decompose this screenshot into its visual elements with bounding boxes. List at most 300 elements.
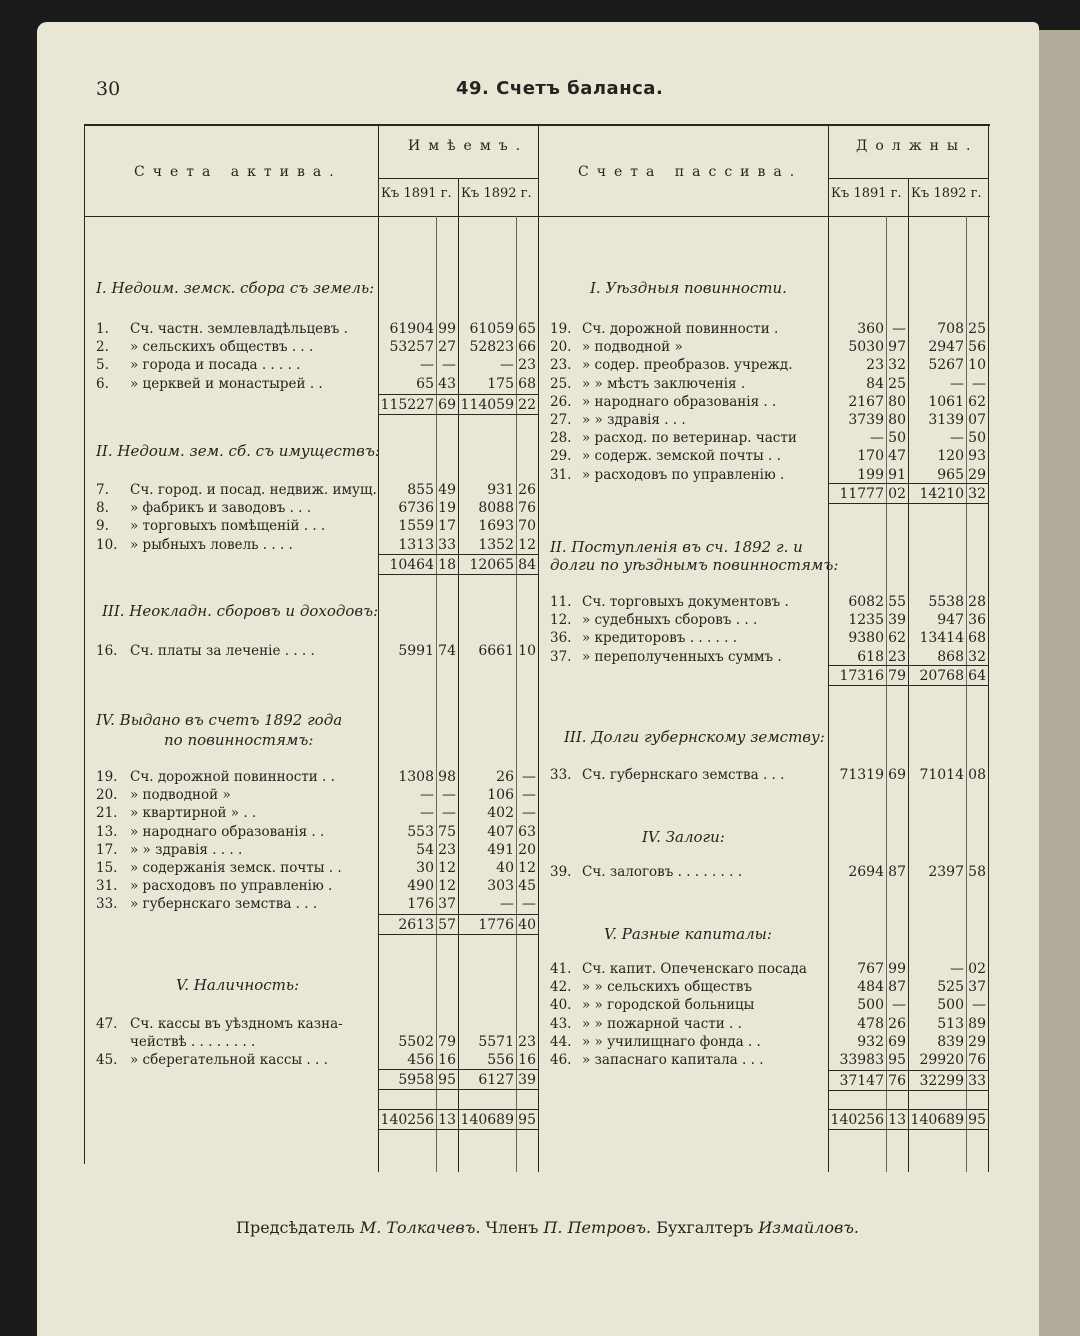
amount-rubles-1891: 9380 xyxy=(848,630,884,647)
subtotal-rule xyxy=(828,1109,988,1110)
row-number: 46. xyxy=(550,1052,572,1068)
row-number: 17. xyxy=(96,841,118,858)
amount-kopeks-1892: 93 xyxy=(968,448,986,465)
amount-kopeks-1892: 37 xyxy=(968,979,986,996)
amount-kopeks-1891: 99 xyxy=(438,321,456,337)
section-title: IV. Выдано въ счетъ 1892 года xyxy=(96,711,343,729)
account-name: » содерж. земской почты . . xyxy=(582,448,781,465)
amount-rubles-1892: 2397 xyxy=(928,864,964,880)
section-title: I. Уѣздныя повинности. xyxy=(590,279,787,297)
amount-rubles-1892: 500 xyxy=(937,997,964,1014)
amount-kopeks-1892: — xyxy=(972,997,986,1014)
amount-rubles-1892: 303 xyxy=(487,878,514,895)
grand-total-rubles-1892: 140689 xyxy=(460,1112,514,1128)
amount-kopeks-1891: 49 xyxy=(438,482,456,498)
year-1891-header: Къ 1891 г. xyxy=(381,186,452,201)
amount-rubles-1892: 1352 xyxy=(478,536,514,553)
row-number: 11. xyxy=(550,594,572,610)
amount-kopeks-1892: 02 xyxy=(968,961,986,977)
page-number: 30 xyxy=(96,78,121,100)
chair-name: М. Толкачевъ. xyxy=(359,1218,481,1237)
row-number: 21. xyxy=(96,805,118,822)
row-number: 45. xyxy=(96,1052,118,1069)
grand-total-rubles-1891: 140256 xyxy=(380,1112,434,1128)
row-number: 9. xyxy=(96,518,109,535)
amount-kopeks-1891: 33 xyxy=(438,536,456,553)
account-name: » расход. по ветеринар. части xyxy=(582,430,797,447)
account-name: » расходовъ по управленію . xyxy=(130,878,333,895)
amount-rubles-1892: 1061 xyxy=(928,393,964,410)
amount-kopeks-1892: 76 xyxy=(968,1052,986,1068)
amount-rubles-1891: 54 xyxy=(416,841,434,858)
amount-kopeks-1891: 62 xyxy=(888,630,906,647)
account-name: » города и посада . . . . . xyxy=(130,357,301,374)
amount-kopeks-1891: 87 xyxy=(888,979,906,996)
amount-rubles-1892: 708 xyxy=(937,321,964,337)
col-divider xyxy=(908,178,909,1172)
account-name: » расходовъ по управленію . xyxy=(582,466,785,483)
row-number: 26. xyxy=(550,393,572,410)
amount-kopeks-1892: 08 xyxy=(968,767,986,783)
row-number: 27. xyxy=(550,412,572,428)
amount-kopeks-1891: 23 xyxy=(438,841,456,858)
amount-kopeks-1892: 23 xyxy=(518,357,536,374)
amount-kopeks-1892: 66 xyxy=(518,339,536,356)
amount-rubles-1892: 52823 xyxy=(469,339,514,356)
row-number: 8. xyxy=(96,500,109,517)
account-name: » сберегательной кассы . . . xyxy=(130,1052,328,1069)
subtotal-kopeks-1891: 69 xyxy=(438,397,456,413)
account-name: Сч. город. и посад. недвиж. имущ. xyxy=(130,482,377,498)
account-name: чействѣ . . . . . . . . xyxy=(130,1034,256,1051)
subtotal-rubles-1891: 2613 xyxy=(398,917,434,933)
amount-rubles-1892: 5267 xyxy=(928,357,964,374)
section-title: III. Долги губернскому земству: xyxy=(564,728,825,746)
amount-rubles-1892: — xyxy=(950,430,964,447)
amount-rubles-1891: 176 xyxy=(407,896,434,913)
amount-kopeks-1892: — xyxy=(522,805,536,822)
member-label: Членъ xyxy=(485,1218,539,1237)
row-number: 31. xyxy=(96,878,118,895)
subtotal-rubles-1892: 6127 xyxy=(478,1072,514,1088)
row-number: 5. xyxy=(96,357,109,374)
amount-rubles-1892: 8088 xyxy=(478,500,514,517)
row-number: 40. xyxy=(550,997,572,1014)
subtotal-rule xyxy=(828,665,988,666)
amount-rubles-1891: 553 xyxy=(407,823,434,840)
amount-kopeks-1891: 91 xyxy=(888,466,906,483)
subtotal-underline xyxy=(828,1129,988,1130)
subtotal-kopeks-1892: 39 xyxy=(518,1072,536,1088)
amount-rubles-1891: 767 xyxy=(857,961,884,977)
amount-kopeks-1892: 20 xyxy=(518,841,536,858)
amount-rubles-1892: 965 xyxy=(937,466,964,483)
amount-kopeks-1891: — xyxy=(442,357,456,374)
amount-rubles-1892: 525 xyxy=(937,979,964,996)
amount-kopeks-1891: — xyxy=(892,321,906,337)
account-name: Сч. дорожной повинности . . xyxy=(130,769,335,785)
subtotal-rule xyxy=(828,483,988,484)
amount-rubles-1891: 5502 xyxy=(398,1034,434,1051)
amount-kopeks-1892: 70 xyxy=(518,518,536,535)
row-number: 43. xyxy=(550,1015,572,1032)
subtotal-kopeks-1892: 64 xyxy=(968,668,986,684)
member-name: П. Петровъ. xyxy=(543,1218,652,1237)
account-name: Сч. торговыхъ документовъ . xyxy=(582,594,789,610)
account-name: » торговыхъ помѣщеній . . . xyxy=(130,518,326,535)
amount-rubles-1892: — xyxy=(500,896,514,913)
amount-kopeks-1892: 25 xyxy=(968,321,986,337)
amount-rubles-1892: 120 xyxy=(937,448,964,465)
subtotal-kopeks-1891: 18 xyxy=(438,557,456,573)
amount-rubles-1892: — xyxy=(500,357,514,374)
subtotal-underline xyxy=(828,685,988,686)
amount-rubles-1891: 618 xyxy=(857,648,884,665)
subtotal-rubles-1891: 115227 xyxy=(380,397,434,413)
amount-rubles-1891: — xyxy=(420,357,434,374)
amount-kopeks-1892: — xyxy=(972,375,986,392)
subtotal-rubles-1892: 14210 xyxy=(919,486,964,502)
section-title-line2: долги по уѣзднымъ повинностямъ: xyxy=(550,556,839,574)
subtotal-rule xyxy=(828,1070,988,1071)
amount-rubles-1892: 106 xyxy=(487,787,514,804)
amount-kopeks-1892: 07 xyxy=(968,412,986,428)
amount-rubles-1891: 199 xyxy=(857,466,884,483)
amount-rubles-1892: 175 xyxy=(487,375,514,392)
amount-rubles-1892: — xyxy=(950,375,964,392)
account-name: » запаснаго капитала . . . xyxy=(582,1052,764,1068)
amount-kopeks-1891: 80 xyxy=(888,393,906,410)
subtotal-rubles-1891: 11777 xyxy=(839,486,884,502)
row-number: 47. xyxy=(96,1016,118,1032)
amount-rubles-1891: 23 xyxy=(866,357,884,374)
amount-kopeks-1892: 10 xyxy=(968,357,986,374)
amount-rubles-1891: 855 xyxy=(407,482,434,498)
amount-rubles-1892: 26 xyxy=(496,769,514,785)
amount-rubles-1892: 931 xyxy=(487,482,514,498)
col-divider xyxy=(458,178,459,1172)
account-name: Сч. кассы въ уѣздномъ казна- xyxy=(130,1016,343,1032)
row-number: 15. xyxy=(96,860,118,876)
subtotal-rule xyxy=(378,1109,538,1110)
amount-kopeks-1891: 23 xyxy=(888,648,906,665)
amount-rubles-1892: — xyxy=(950,961,964,977)
amount-kopeks-1891: 95 xyxy=(888,1052,906,1068)
amount-kopeks-1891: — xyxy=(892,997,906,1014)
amount-kopeks-1892: 10 xyxy=(518,643,536,659)
row-number: 12. xyxy=(550,612,572,629)
amount-kopeks-1891: — xyxy=(442,787,456,804)
signatures xyxy=(236,1218,859,1237)
amount-rubles-1891: 6082 xyxy=(848,594,884,610)
amount-kopeks-1892: 58 xyxy=(968,864,986,880)
amount-kopeks-1891: 39 xyxy=(888,612,906,629)
table-left-border xyxy=(84,124,85,1164)
amount-rubles-1892: 402 xyxy=(487,805,514,822)
account-name: » квартирной » . . xyxy=(130,805,257,822)
amount-kopeks-1892: 32 xyxy=(968,648,986,665)
amount-kopeks-1891: 32 xyxy=(888,357,906,374)
amount-rubles-1891: 170 xyxy=(857,448,884,465)
subtotal-kopeks-1891: 02 xyxy=(888,486,906,502)
amount-kopeks-1892: 28 xyxy=(968,594,986,610)
account-name: » » мѣстъ заключенія . xyxy=(582,375,746,392)
row-number: 42. xyxy=(550,979,572,996)
amount-rubles-1892: 40 xyxy=(496,860,514,876)
amount-rubles-1891: 30 xyxy=(416,860,434,876)
amount-rubles-1892: 6661 xyxy=(478,643,514,659)
amount-kopeks-1891: 87 xyxy=(888,864,906,880)
subtotal-kopeks-1891: 95 xyxy=(438,1072,456,1088)
row-number: 2. xyxy=(96,339,109,356)
subtotal-kopeks-1891: 76 xyxy=(888,1073,906,1089)
accountant-name: Измайловъ. xyxy=(758,1218,860,1237)
amount-rubles-1891: 33983 xyxy=(839,1052,884,1068)
subtotal-kopeks-1891: 79 xyxy=(888,668,906,684)
row-number: 23. xyxy=(550,357,572,374)
subtotal-rubles-1891: 17316 xyxy=(839,668,884,684)
amount-rubles-1891: 1235 xyxy=(848,612,884,629)
account-name: » » здравія . . . . xyxy=(130,841,243,858)
row-number: 19. xyxy=(96,769,118,785)
chair-label: Предсѣдатель xyxy=(236,1218,355,1237)
amount-rubles-1891: — xyxy=(870,430,884,447)
grand-total-kopeks-1891: 13 xyxy=(888,1112,906,1128)
account-name: Сч. капит. Опеченскаго посада xyxy=(582,961,807,977)
amount-kopeks-1891: 50 xyxy=(888,430,906,447)
amount-rubles-1891: 2694 xyxy=(848,864,884,880)
subtotal-underline xyxy=(378,574,538,575)
amount-rubles-1892: 556 xyxy=(487,1052,514,1069)
amount-kopeks-1892: 89 xyxy=(968,1015,986,1032)
amount-kopeks-1891: 12 xyxy=(438,878,456,895)
account-name: » содер. преобразов. учрежд. xyxy=(582,357,793,374)
amount-rubles-1892: 5538 xyxy=(928,594,964,610)
amount-rubles-1892: 3139 xyxy=(928,412,964,428)
row-number: 28. xyxy=(550,430,572,447)
row-number: 39. xyxy=(550,864,572,880)
amount-kopeks-1892: 12 xyxy=(518,536,536,553)
row-number: 41. xyxy=(550,961,572,977)
subtotal-kopeks-1892: 33 xyxy=(968,1073,986,1089)
amount-rubles-1892: 839 xyxy=(937,1033,964,1050)
amount-kopeks-1891: — xyxy=(442,805,456,822)
grand-total-rubles-1891: 140256 xyxy=(830,1112,884,1128)
amount-kopeks-1892: — xyxy=(522,769,536,785)
grand-total-kopeks-1892: 95 xyxy=(518,1112,536,1128)
grand-total-kopeks-1891: 13 xyxy=(438,1112,456,1128)
amount-kopeks-1892: 76 xyxy=(518,500,536,517)
amount-rubles-1892: 407 xyxy=(487,823,514,840)
subtotal-kopeks-1892: 32 xyxy=(968,486,986,502)
amount-kopeks-1891: 37 xyxy=(438,896,456,913)
table-right-border xyxy=(988,124,989,1172)
amount-rubles-1891: 1313 xyxy=(398,536,434,553)
accountant-label: Бухгалтеръ xyxy=(656,1218,754,1237)
amount-rubles-1891: 490 xyxy=(407,878,434,895)
amount-kopeks-1892: — xyxy=(522,896,536,913)
amount-kopeks-1891: 47 xyxy=(888,448,906,465)
row-number: 36. xyxy=(550,630,572,647)
row-number: 7. xyxy=(96,482,109,498)
amount-kopeks-1892: 63 xyxy=(518,823,536,840)
amount-rubles-1891: 5030 xyxy=(848,339,884,356)
account-name: » народнаго образованія . . xyxy=(130,823,325,840)
subtotal-kopeks-1891: 57 xyxy=(438,917,456,933)
amount-rubles-1891: 1308 xyxy=(398,769,434,785)
subtotal-kopeks-1892: 22 xyxy=(518,397,536,413)
amount-kopeks-1892: — xyxy=(522,787,536,804)
row-number: 37. xyxy=(550,648,572,665)
section-title: V. Наличность: xyxy=(176,976,300,994)
year-1892-header: Къ 1892 г. xyxy=(911,186,982,201)
account-name: » фабрикъ и заводовъ . . . xyxy=(130,500,312,517)
amount-kopeks-1892: 68 xyxy=(968,630,986,647)
grand-total-rubles-1892: 140689 xyxy=(910,1112,964,1128)
amount-rubles-1892: 71014 xyxy=(919,767,964,783)
amount-kopeks-1892: 29 xyxy=(968,1033,986,1050)
subtotal-rubles-1892: 20768 xyxy=(919,668,964,684)
amount-rubles-1892: 61059 xyxy=(469,321,514,337)
amount-kopeks-1892: 65 xyxy=(518,321,536,337)
amount-rubles-1891: — xyxy=(420,787,434,804)
row-number: 10. xyxy=(96,536,118,553)
amount-rubles-1892: 5571 xyxy=(478,1034,514,1051)
amount-kopeks-1891: 17 xyxy=(438,518,456,535)
amount-rubles-1891: 484 xyxy=(857,979,884,996)
amount-rubles-1891: — xyxy=(420,805,434,822)
subtotal-rule xyxy=(378,1069,538,1070)
amount-rubles-1892: 513 xyxy=(937,1015,964,1032)
account-name: » » сельскихъ обществъ xyxy=(582,979,753,996)
amount-kopeks-1892: 45 xyxy=(518,878,536,895)
subtotal-rubles-1891: 37147 xyxy=(839,1073,884,1089)
amount-kopeks-1892: 68 xyxy=(518,375,536,392)
section-title: V. Разные капиталы: xyxy=(604,925,772,943)
row-number: 29. xyxy=(550,448,572,465)
row-number: 20. xyxy=(96,787,118,804)
amount-rubles-1891: 65 xyxy=(416,375,434,392)
subtotal-rubles-1891: 5958 xyxy=(398,1072,434,1088)
amount-kopeks-1891: 16 xyxy=(438,1052,456,1069)
amount-rubles-1891: 360 xyxy=(857,321,884,337)
amount-kopeks-1891: 74 xyxy=(438,643,456,659)
amount-kopeks-1891: 43 xyxy=(438,375,456,392)
year-1891-header: Къ 1891 г. xyxy=(831,186,902,201)
account-name: » подводной » xyxy=(582,339,683,356)
account-name: » подводной » xyxy=(130,787,231,804)
amount-rubles-1891: 456 xyxy=(407,1052,434,1069)
section-title: III. Неокладн. сборовъ и доходовъ: xyxy=(102,602,379,620)
amount-kopeks-1892: 16 xyxy=(518,1052,536,1069)
amount-kopeks-1891: 99 xyxy=(888,961,906,977)
amount-rubles-1891: 5991 xyxy=(398,643,434,659)
amount-rubles-1892: 2947 xyxy=(928,339,964,356)
amount-kopeks-1891: 27 xyxy=(438,339,456,356)
assets-header: Счета актива. xyxy=(134,164,342,180)
owe-header: Должны. xyxy=(856,138,979,154)
amount-kopeks-1891: 12 xyxy=(438,860,456,876)
row-number: 13. xyxy=(96,823,118,840)
subtotal-rubles-1892: 1776 xyxy=(478,917,514,933)
row-number: 44. xyxy=(550,1033,572,1050)
amount-kopeks-1892: 56 xyxy=(968,339,986,356)
account-name: Сч. платы за леченіе . . . . xyxy=(130,643,315,659)
amount-kopeks-1892: 36 xyxy=(968,612,986,629)
account-name: » губернскаго земства . . . xyxy=(130,896,318,913)
subtotal-rubles-1892: 12065 xyxy=(469,557,514,573)
row-number: 31. xyxy=(550,466,572,483)
amount-rubles-1891: 932 xyxy=(857,1033,884,1050)
amount-kopeks-1892: 26 xyxy=(518,482,536,498)
amount-kopeks-1891: 69 xyxy=(888,767,906,783)
account-name: » народнаго образованія . . xyxy=(582,393,777,410)
row-number: 20. xyxy=(550,339,572,356)
page-title: 49. Счетъ баланса. xyxy=(456,78,664,99)
subtotal-kopeks-1892: 84 xyxy=(518,557,536,573)
account-name: Сч. залоговъ . . . . . . . . xyxy=(582,864,743,880)
amount-rubles-1892: 868 xyxy=(937,648,964,665)
amount-rubles-1891: 53257 xyxy=(389,339,434,356)
subtotal-rubles-1892: 114059 xyxy=(460,397,514,413)
amount-rubles-1891: 1559 xyxy=(398,518,434,535)
row-number: 33. xyxy=(96,896,118,913)
amount-rubles-1892: 491 xyxy=(487,841,514,858)
amount-rubles-1891: 6736 xyxy=(398,500,434,517)
row-number: 33. xyxy=(550,767,572,783)
subtotal-underline xyxy=(378,1129,538,1130)
grand-total-kopeks-1892: 95 xyxy=(968,1112,986,1128)
amount-kopeks-1891: 75 xyxy=(438,823,456,840)
amount-rubles-1892: 1693 xyxy=(478,518,514,535)
amount-kopeks-1892: 62 xyxy=(968,393,986,410)
subtotal-underline xyxy=(828,503,988,504)
row-number: 19. xyxy=(550,321,572,337)
subtotal-rubles-1891: 10464 xyxy=(389,557,434,573)
account-name: » » городской больницы xyxy=(582,997,755,1014)
liabilities-header: Счета пассива. xyxy=(578,164,803,180)
amount-rubles-1891: 2167 xyxy=(848,393,884,410)
subtotal-kopeks-1892: 40 xyxy=(518,917,536,933)
amount-rubles-1891: 71319 xyxy=(839,767,884,783)
subtotal-rubles-1892: 32299 xyxy=(919,1073,964,1089)
account-name: Сч. дорожной повинности . xyxy=(582,321,779,337)
account-name: » церквей и монастырей . . xyxy=(130,375,323,392)
amount-kopeks-1891: 25 xyxy=(888,375,906,392)
amount-rubles-1892: 13414 xyxy=(919,630,964,647)
amount-rubles-1891: 84 xyxy=(866,375,884,392)
subtotal-rule xyxy=(378,394,538,395)
section-title: I. Недоим. земск. сбора съ земель: xyxy=(96,279,375,297)
amount-kopeks-1891: 26 xyxy=(888,1015,906,1032)
account-name: » » училищнаго фонда . . xyxy=(582,1033,761,1050)
table-top-rule xyxy=(84,124,990,126)
account-name: » содержанія земск. почты . . xyxy=(130,860,342,876)
subtotal-underline xyxy=(378,934,538,935)
amount-rubles-1891: 500 xyxy=(857,997,884,1014)
amount-kopeks-1892: 12 xyxy=(518,860,536,876)
amount-rubles-1891: 3739 xyxy=(848,412,884,428)
subtotal-rule xyxy=(378,914,538,915)
amount-kopeks-1892: 23 xyxy=(518,1034,536,1051)
amount-rubles-1892: 947 xyxy=(937,612,964,629)
row-number: 1. xyxy=(96,321,109,337)
amount-kopeks-1891: 97 xyxy=(888,339,906,356)
section-title: II. Поступленія въ сч. 1892 г. и xyxy=(550,538,803,556)
amount-kopeks-1892: 29 xyxy=(968,466,986,483)
amount-kopeks-1891: 98 xyxy=(438,769,456,785)
amount-kopeks-1891: 69 xyxy=(888,1033,906,1050)
